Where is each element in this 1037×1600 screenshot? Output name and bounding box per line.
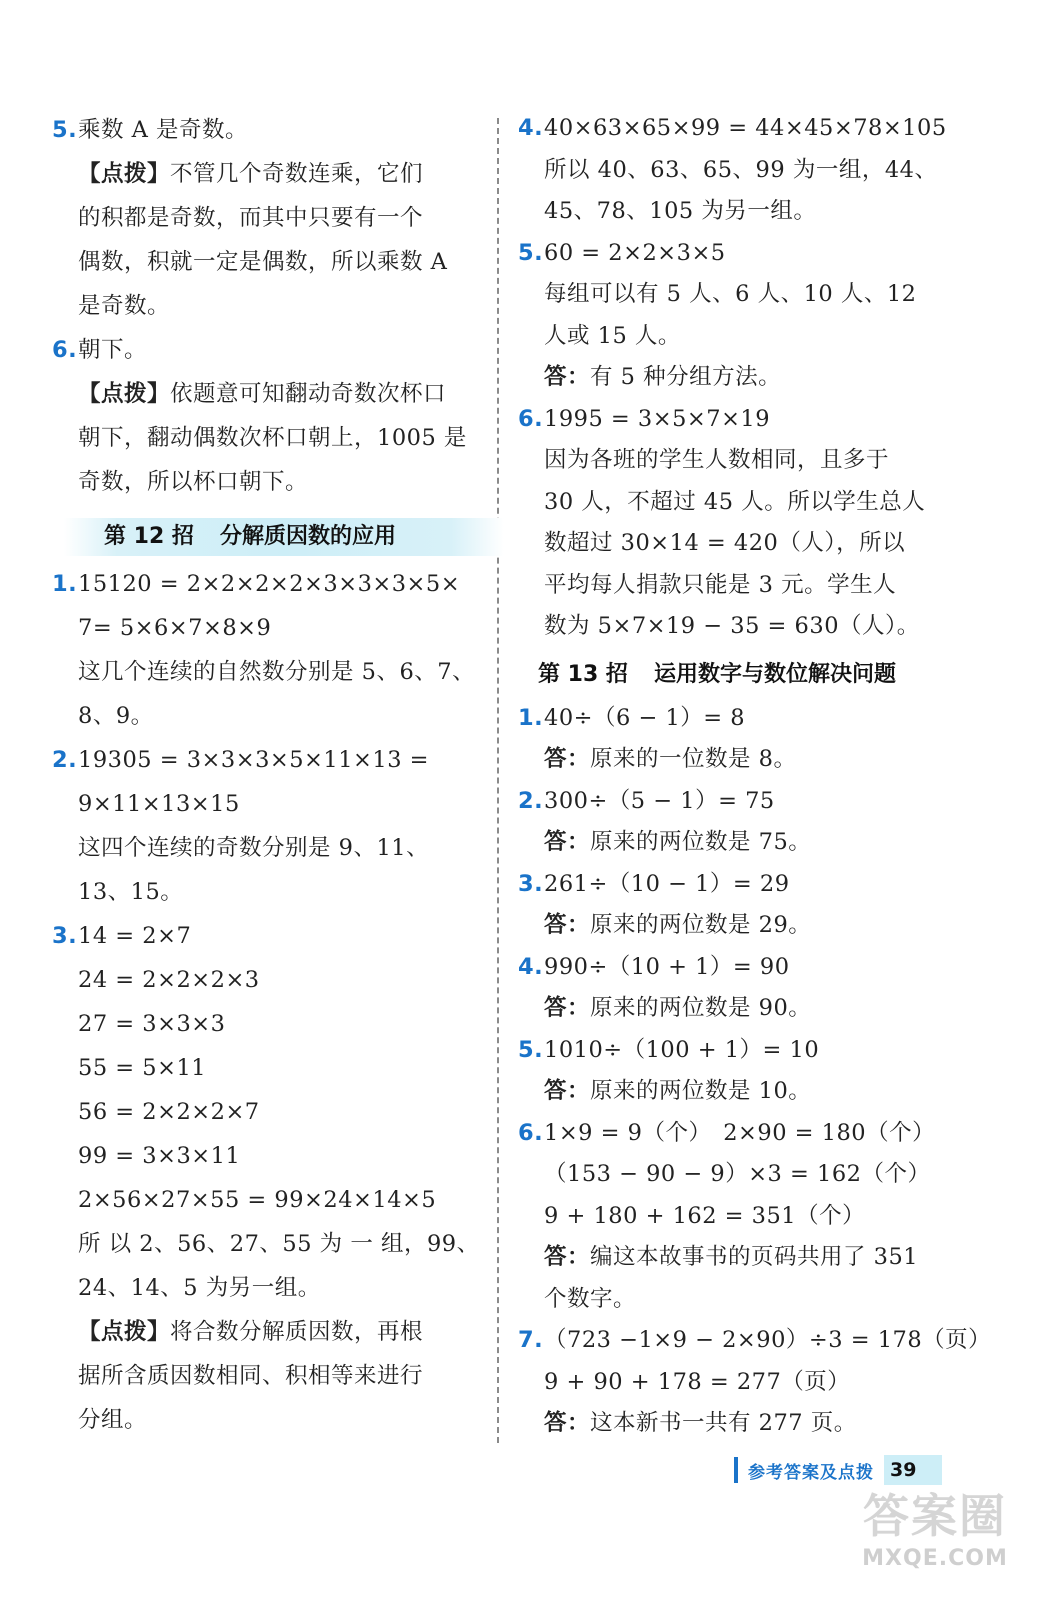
- tip-text: 偶数，积就一定是偶数，所以乘数 A: [78, 249, 448, 275]
- answer-text: 40÷（6 − 1）= 8: [544, 704, 746, 731]
- s13-question-3: [518, 864, 958, 947]
- tip-text: 是奇数。: [78, 293, 171, 319]
- answer-text: 56 = 2×2×2×7: [78, 1099, 260, 1125]
- s12-question-6: [518, 399, 958, 648]
- s13-question-5: [518, 1030, 958, 1113]
- s12-question-1: [52, 562, 482, 738]
- answer-text: 所以 40、63、65、99 为一组，44、: [544, 156, 938, 183]
- answer-label: 答：: [544, 1410, 591, 1436]
- question-number: 2.: [518, 787, 544, 814]
- answer-text: 这几个连续的自然数分别是 5、6、7、: [78, 659, 476, 685]
- answer-text: 数为 5×7×19 − 35 = 630（人）。: [544, 613, 920, 639]
- answer-text: 13、15。: [78, 879, 184, 905]
- final-answer: 编这本故事书的页码共用了 351: [590, 1244, 919, 1270]
- answer-text: 99 = 3×3×11: [78, 1143, 241, 1169]
- answer-text: （723 −1×9 − 2×90）÷3 = 178（页）: [544, 1327, 992, 1353]
- tip-label: 【点拨】: [78, 381, 171, 407]
- answer-text: 人或 15 人。: [544, 322, 681, 349]
- tip-text: 的积都是奇数，而其中只要有一个: [78, 205, 424, 231]
- answer-text: 这四个连续的奇数分别是 9、11、: [78, 835, 430, 861]
- answer-text: 7= 5×6×7×8×9: [78, 615, 272, 641]
- question-number: 3.: [52, 923, 78, 949]
- footer-accent-bar: [734, 1457, 738, 1483]
- answer-text: 45、78、105 为另一组。: [544, 198, 817, 224]
- answer-label: 答：: [544, 1078, 591, 1104]
- answer-text: 15120 = 2×2×2×2×3×3×3×5×: [78, 571, 461, 597]
- section-heading-12: [64, 518, 504, 556]
- page-number: 39: [884, 1455, 942, 1485]
- answer-text: 所 以 2、56、27、55 为 一 组，99、: [78, 1231, 480, 1257]
- answer-text: 14 = 2×7: [78, 923, 192, 949]
- final-answer: 原来的两位数是 75。: [590, 829, 812, 855]
- s12-question-4: [518, 108, 958, 233]
- s12-question-5: [518, 233, 958, 399]
- final-answer: 原来的一位数是 8。: [590, 746, 797, 772]
- final-answer: 原来的两位数是 10。: [590, 1078, 812, 1104]
- answer-text: 8、9。: [78, 703, 154, 729]
- answer-text: 9 + 90 + 178 = 277（页）: [544, 1368, 851, 1395]
- watermark-logo: [840, 1488, 1030, 1593]
- answer-label: 答：: [544, 995, 591, 1021]
- answer-text: 24、14、5 为另一组。: [78, 1275, 321, 1301]
- section-number: 第 13 招: [538, 661, 628, 687]
- left-column: [52, 108, 482, 1442]
- question-6: [52, 328, 482, 504]
- s13-question-4: [518, 947, 958, 1030]
- final-answer: 这本新书一共有 277 页。: [590, 1410, 857, 1436]
- answer-text: 60 = 2×2×3×5: [544, 239, 726, 266]
- s13-question-2: [518, 781, 958, 864]
- section-heading-13: [518, 656, 958, 694]
- answer-text: 平均每人捐款只能是 3 元。学生人: [544, 571, 897, 598]
- answer-text: 朝下。: [78, 337, 148, 363]
- question-number: 5.: [52, 117, 78, 143]
- answer-text: 每组可以有 5 人、6 人、10 人、12: [544, 281, 917, 307]
- answer-text: 9×11×13×15: [78, 791, 240, 817]
- answer-text: 1010÷（100 + 1）= 10: [544, 1036, 820, 1063]
- section-title: 运用数字与数位解决问题: [653, 661, 896, 687]
- s12-question-2: [52, 738, 482, 914]
- answer-text: 300÷（5 − 1）= 75: [544, 787, 775, 814]
- answer-text: （153 − 90 − 9）×3 = 162（个）: [544, 1161, 931, 1187]
- tip-text: 不管几个奇数连乘，它们: [170, 161, 424, 187]
- section-number: 第 12 招: [104, 524, 194, 549]
- final-answer: 原来的两位数是 90。: [590, 995, 812, 1021]
- question-number: 3.: [518, 870, 544, 897]
- question-number: 6.: [518, 1119, 544, 1146]
- answer-text: 40×63×65×99 = 44×45×78×105: [544, 115, 947, 141]
- answer-text: 24 = 2×2×2×3: [78, 967, 260, 993]
- tip-text: 朝下，翻动偶数次杯口朝上，1005 是: [78, 425, 467, 451]
- tip-text: 奇数，所以杯口朝下。: [78, 469, 309, 495]
- answer-text: 19305 = 3×3×3×5×11×13 =: [78, 747, 430, 773]
- right-column: [518, 108, 992, 1445]
- tip-text: 将合数分解质因数，再根: [170, 1319, 424, 1345]
- answer-text: 55 = 5×11: [78, 1055, 207, 1081]
- watermark-url: MXQE.COM: [862, 1546, 1008, 1571]
- answer-text: 27 = 3×3×3: [78, 1011, 226, 1037]
- answer-text: 1995 = 3×5×7×19: [544, 405, 771, 432]
- answer-label: 答：: [544, 364, 591, 390]
- footer-label: 参考答案及点拨: [748, 1462, 874, 1483]
- answer-label: 答：: [544, 829, 591, 855]
- question-number: 1.: [52, 571, 78, 597]
- final-answer: 原来的两位数是 29。: [590, 912, 812, 938]
- answer-text: 30 人，不超过 45 人。所以学生总人: [544, 488, 926, 515]
- question-5: [52, 108, 482, 328]
- final-answer-cont: 个数字。: [544, 1285, 637, 1312]
- tip-text: 据所含质因数相同、积相等来进行: [78, 1363, 424, 1389]
- answer-text: 9 + 180 + 162 = 351（个）: [544, 1202, 866, 1229]
- s13-question-6: [518, 1113, 958, 1321]
- question-number: 2.: [52, 747, 78, 773]
- question-number: 6.: [52, 337, 78, 363]
- page-footer: [734, 1454, 966, 1486]
- answer-label: 答：: [544, 912, 591, 938]
- final-answer: 有 5 种分组方法。: [590, 364, 782, 390]
- tip-label: 【点拨】: [78, 1319, 171, 1345]
- question-number: 4.: [518, 953, 544, 980]
- answer-text: 261÷（10 − 1）= 29: [544, 870, 790, 897]
- question-number: 1.: [518, 704, 544, 731]
- question-number: 4.: [518, 115, 544, 141]
- answer-label: 答：: [544, 746, 591, 772]
- tip-text: 分组。: [78, 1407, 148, 1433]
- answer-text: 因为各班的学生人数相同，且多于: [544, 447, 890, 473]
- watermark-text: 答案圈: [863, 1489, 1007, 1543]
- question-number: 5.: [518, 239, 544, 266]
- question-number: 6.: [518, 405, 544, 432]
- answer-text: 乘数 A 是奇数。: [78, 117, 249, 143]
- answer-text: 990÷（10 + 1）= 90: [544, 953, 790, 980]
- answer-text: 数超过 30×14 = 420（人），所以: [544, 530, 906, 556]
- answer-text: 2×56×27×55 = 99×24×14×5: [78, 1187, 437, 1213]
- tip-text: 依题意可知翻动奇数次杯口: [170, 381, 447, 407]
- s12-question-3: [52, 914, 482, 1442]
- s13-question-7: [518, 1320, 992, 1445]
- question-number: 7.: [518, 1327, 544, 1353]
- column-divider: [497, 118, 499, 1443]
- answer-text: 1×9 = 9（个） 2×90 = 180（个）: [544, 1119, 936, 1146]
- s13-question-1: [518, 698, 958, 781]
- tip-label: 【点拨】: [78, 161, 171, 187]
- question-number: 5.: [518, 1036, 544, 1063]
- section-title: 分解质因数的应用: [219, 524, 396, 549]
- answer-label: 答：: [544, 1244, 591, 1270]
